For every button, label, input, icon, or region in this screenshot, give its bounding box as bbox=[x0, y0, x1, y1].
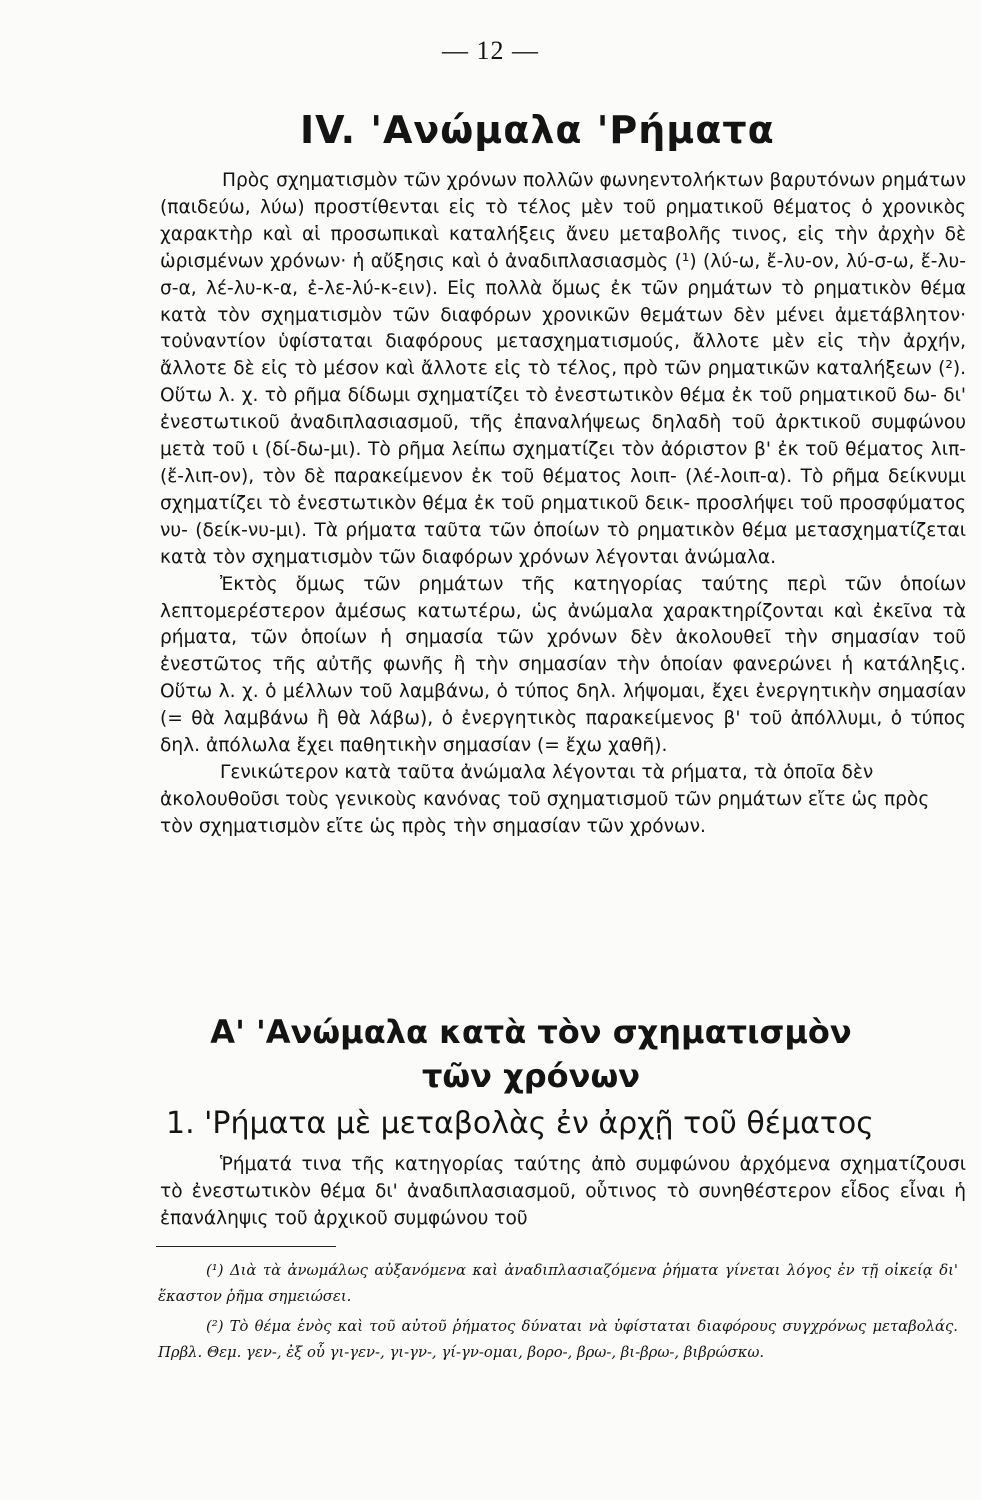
paragraph: Ἐκτὸς ὅμως τῶν ρημάτων τῆς κατηγορίας ταύτης περὶ τῶν ὁποίων λεπτομερέστερον ἀμέσως κατωτέρω, ὡς ἀνώμαλα χαρακτηρίζονται καὶ ἐκεῖνα τὰ ρήματα, τῶν ὁποίων ἡ σημασία τῶν χρόνων δὲν ἀκολουθεῖ τὴν σημασίαν τοῦ ἐνεστῶτος τῆς αὐτῆς φωνῆς ἢ τὴν σημασίαν τὴν ὁποίαν φανερώνει ἡ κατάληξις. Οὕτω λ. χ. ὁ μέλλων τοῦ λαμβάνω, ὁ τύπος δηλ. λήψομαι, ἔχει ἐνεργητικὴν σημασίαν (= θὰ λαμβάνω ἢ θὰ λάβω), ὁ ἐνεργητικὸς παρακείμενος β' τοῦ ἀπόλλυμι, ὁ τύπος δηλ. ἀπόλωλα ἔχει παθητικὴν σημασίαν (= ἔχω χαθῆ). bbox=[160, 573, 966, 757]
page-number: — 12 — bbox=[442, 36, 539, 65]
section-intro-text bbox=[160, 1152, 966, 1233]
footnote: (¹) Διὰ τὰ ἀνωμάλως αὐξανόμενα καὶ ἀναδιπλασιαζόμενα ῥήματα γίνεται λόγος ἐν τῇ οἰκείᾳ δι' ἕκαστον ῥῆμα σημειώσει. bbox=[158, 1262, 958, 1305]
section-title: Α' 'Ανώμαλα κατὰ τὸν σχηματισμὸν bbox=[210, 1013, 852, 1051]
paragraph: Πρὸς σχηματισμὸν τῶν χρόνων πολλῶν φωνηεντολήκτων βαρυτόνων ρημάτων (παιδεύω, λύω) προστίθενται εἰς τὸ τέλος μὲν τοῦ ρηματικοῦ θέματος ὁ χρονικὸς χαρακτὴρ καὶ αἱ προσωπικαὶ καταλήξεις ἄνευ μεταβολῆς τινος, εἰς τὴν ἀρχὴν δὲ ὡρισμένων χρόνων· ἡ αὔξησις καὶ ὁ ἀναδιπλασιασμὸς (¹) (λύ-ω, ἔ-λυ-ον, λύ-σ-ω, ἔ-λυ-σ-α, λέ-λυ-κ-α, ἐ-λε-λύ-κ-ειν). Εἰς πολλὰ ὅμως ἐκ τῶν ρημάτων τὸ ρηματικὸν θέμα κατὰ τὸν σχηματισμὸν τῶν διαφόρων χρονικῶν θεμάτων δὲν μένει ἀμετάβλητον· τοὐναντίον ὑφίσταται διαφόρους μετασχηματισμούς, ἄλλοτε μὲν εἰς τὴν ἀρχήν, ἄλλοτε δὲ εἰς τὸ μέσον καὶ ἄλλοτε εἰς τὸ τέλος, πρὸ τῶν ρηματικῶν καταλήξεων (²). Οὕτω λ. χ. τὸ ρῆμα δίδωμι σχηματίζει τὸ ἐνεστωτικὸν θέμα ἐκ τοῦ ρηματικοῦ δω- δι' ἐνεστωτικοῦ ἀναδιπλασιασμοῦ, τῆς ἐπαναλήψεως δηλαδὴ τοῦ ἀρκτικοῦ συμφώνου μετὰ τοῦ ι (δί-δω-μι). Τὸ ρῆμα λείπω σχηματίζει τὸν ἀόριστον β' ἐκ τοῦ θέματος λιπ- (ἔ-λιπ-ον), τὸν δὲ παρακείμενον ἐκ τοῦ θέματος λοιπ- (λέ-λοιπ-α). Τὸ ρῆμα δείκνυμι σχηματίζει τὸ ἐνεστωτικὸν θέμα ἐκ τοῦ ρηματικοῦ δεικ- προσλήψει τοῦ προσφύματος νυ- (δείκ-νυ-μι). Τὰ ρήματα ταῦτα τῶν ὁποίων τὸ ρηματικὸν θέμα μετασχηματίζεται κατὰ τὸν σχηματισμὸν τῶν διαφόρων χρόνων λέγονται ἀνώμαλα. bbox=[160, 170, 966, 568]
section-title-continued: τῶν χρόνων bbox=[421, 1057, 641, 1095]
chapter-title: IV. 'Ανώμαλα 'Ρήματα bbox=[300, 108, 775, 152]
subsection-title: 1. 'Ρήματα μὲ μεταβολὰς ἐν ἀρχῇ τοῦ θέματος bbox=[166, 1106, 874, 1141]
footnotes bbox=[158, 1258, 958, 1366]
main-text bbox=[160, 168, 966, 841]
paragraph: Γενικώτερον κατὰ ταῦτα ἀνώμαλα λέγονται τὰ ρήματα, τὰ ὁποῖα δὲν ἀκολουθοῦσι τοὺς γενικοὺς κανόνας τοῦ σχηματισμοῦ τῶν ρημάτων εἴτε ὡς πρὸς τὸν σχηματισμὸν εἴτε ὡς πρὸς τὴν σημασίαν τῶν χρόνων. bbox=[160, 761, 930, 837]
footnote-divider bbox=[156, 1246, 336, 1247]
footnote: (²) Τὸ θέμα ἑνὸς καὶ τοῦ αὐτοῦ ῥήματος δύναται νὰ ὑφίσταται διαφόρους συγχρόνως μεταβολάς. Πρβλ. Θεμ. γεν-, ἐξ οὗ γι-γεν-, γι-γν-, γί-γν-ομαι, βορο-, βρω-, βι-βρω-, βιβρώσκω. bbox=[158, 1318, 958, 1361]
paragraph: Ῥήματά τινα τῆς κατηγορίας ταύτης ἀπὸ συμφώνου ἀρχόμενα σχηματίζουσι τὸ ἐνεστωτικὸν θέμα δι' ἀναδιπλασιασμοῦ, οὗτινος τὸ συνηθέστερον εἶδος εἶναι ἡ ἐπανάληψις τοῦ ἀρχικοῦ συμφώνου τοῦ bbox=[160, 1154, 966, 1229]
